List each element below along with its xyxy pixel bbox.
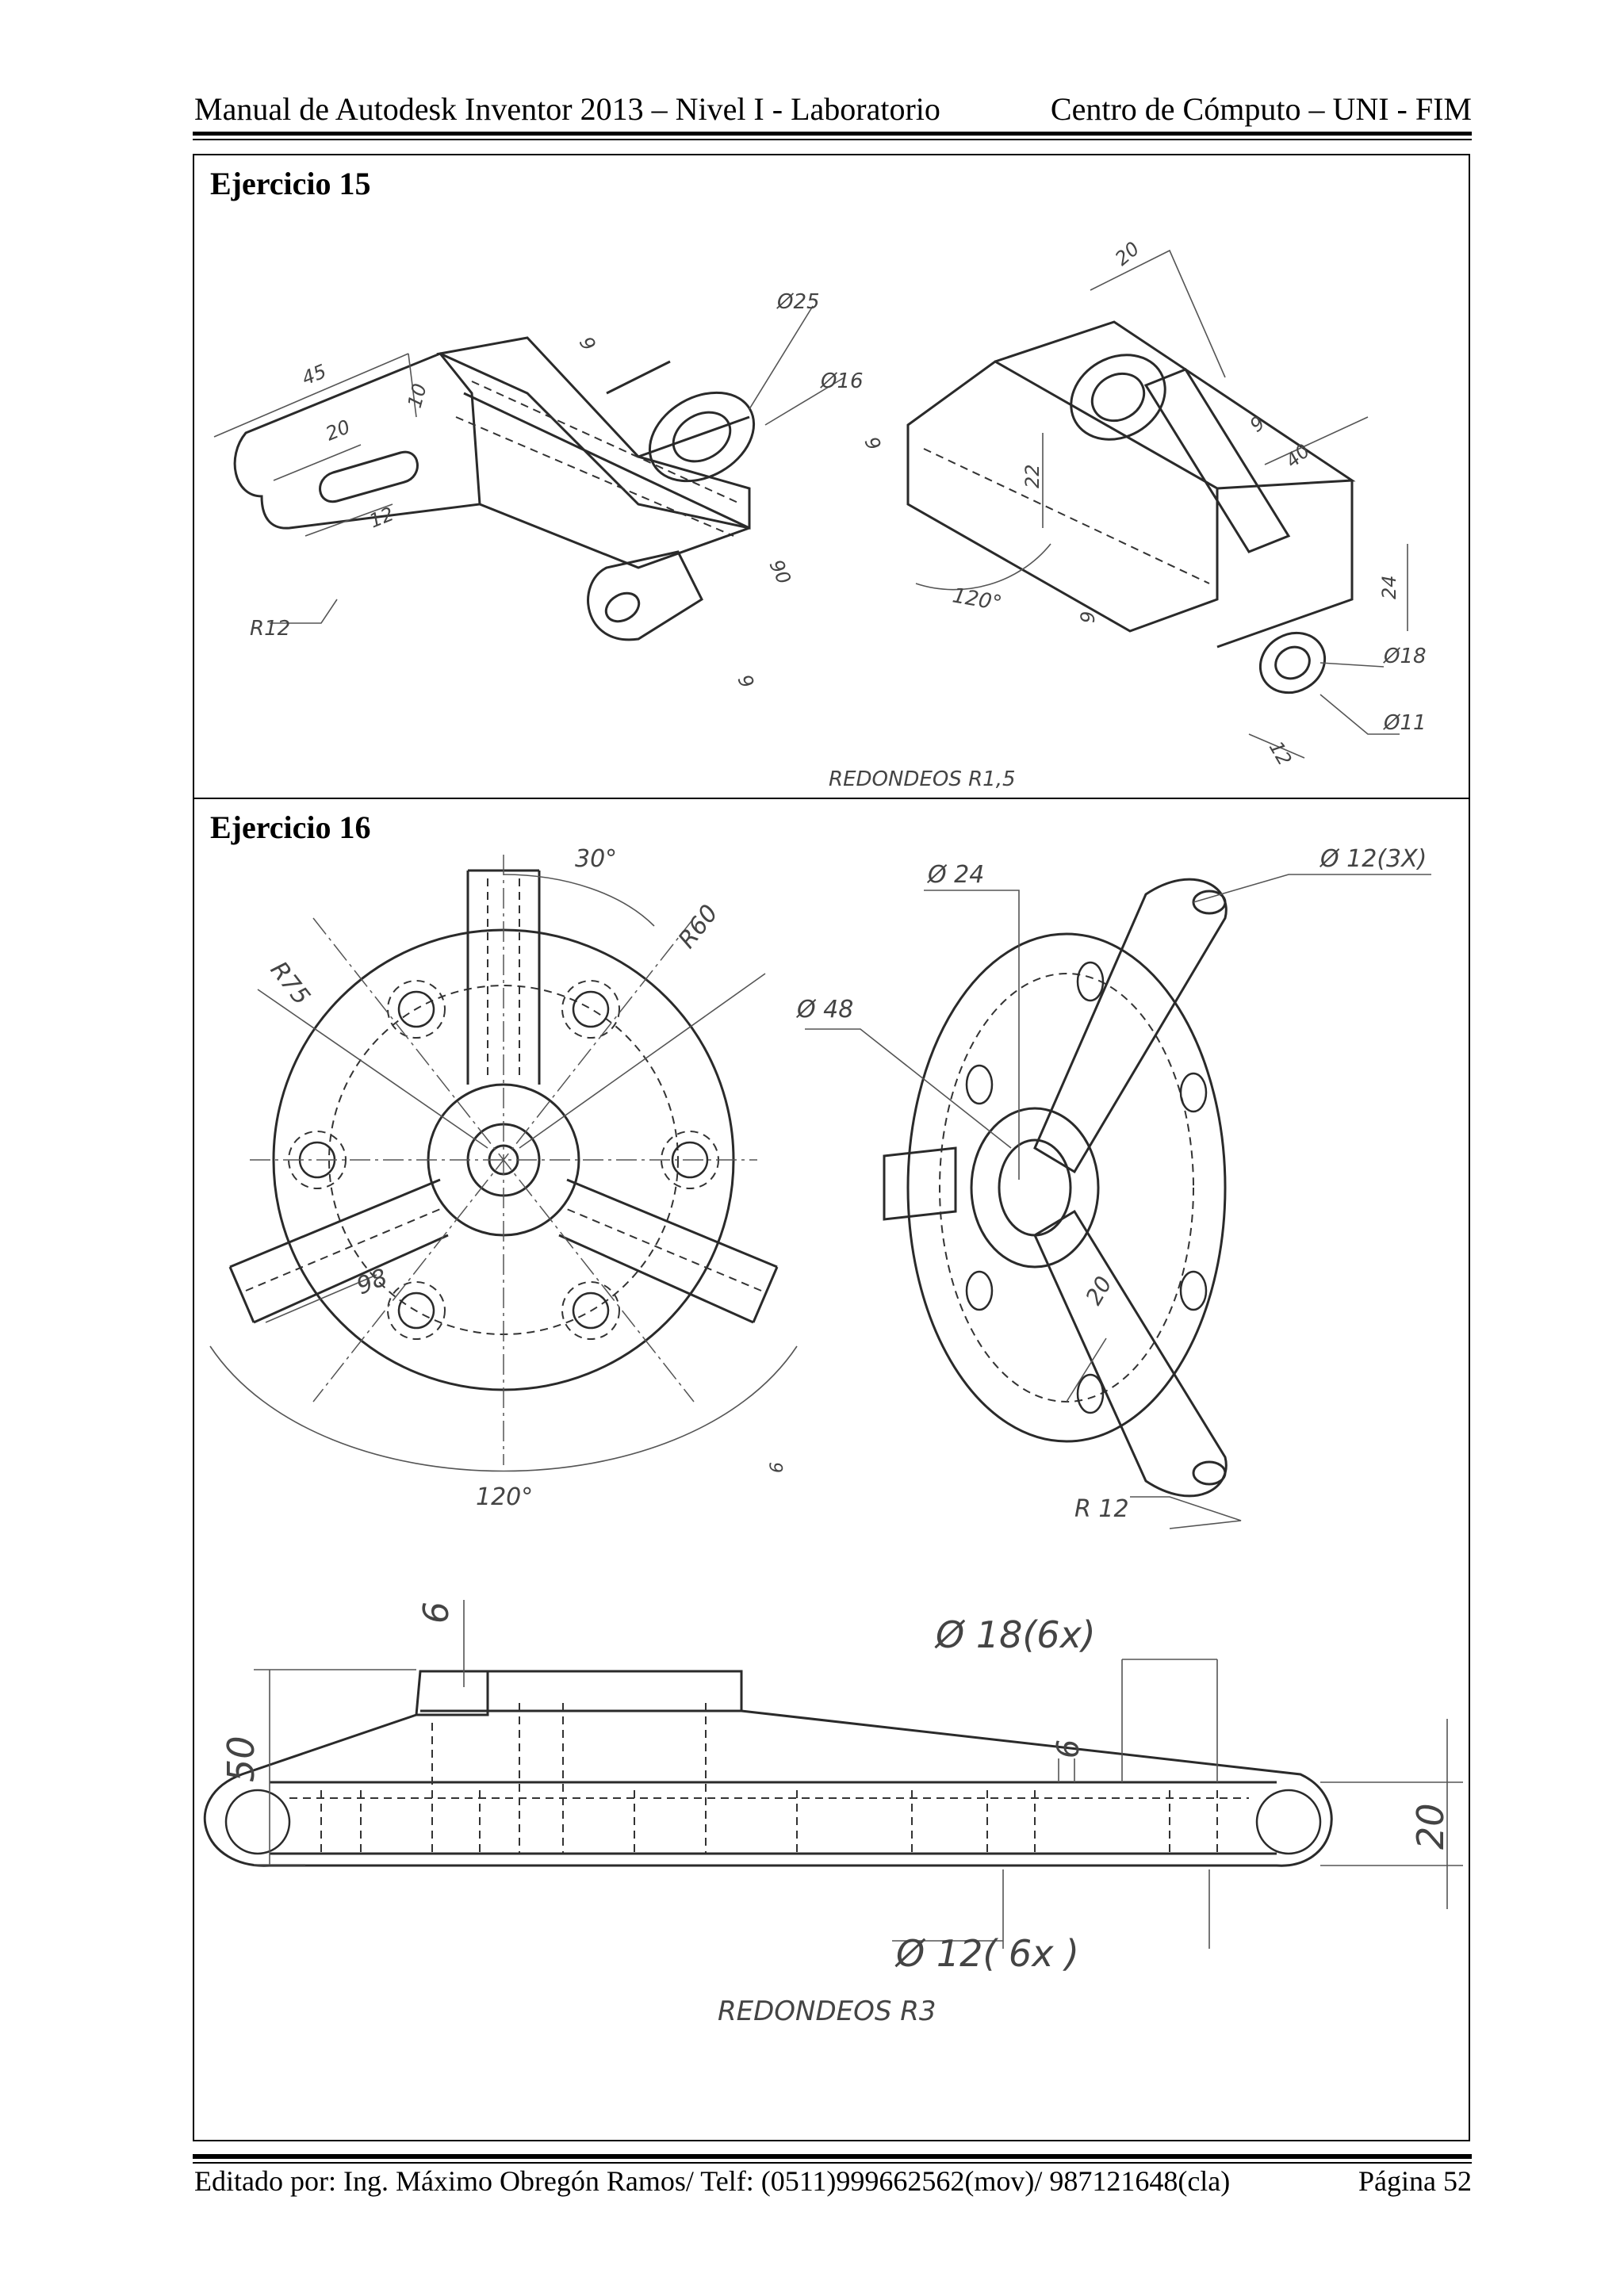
header-rule-thin: [193, 139, 1472, 140]
isometric-view: [768, 845, 1431, 1529]
dim-50: 50: [220, 1735, 262, 1782]
dim-6-side: 6: [768, 1462, 787, 1473]
dim-angle-30: 30°: [575, 845, 618, 873]
dim-9-low: 9: [733, 671, 759, 692]
dim-9-rib: 9: [1245, 411, 1270, 437]
dim-r60: R60: [672, 899, 724, 954]
header-rule-thick: [193, 132, 1472, 136]
dim-dia16: Ø16: [821, 369, 864, 393]
front-view: [210, 845, 797, 1511]
dim-dia18: Ø18: [1384, 645, 1427, 668]
exercise-15-note: REDONDEOS R1,5: [829, 767, 1016, 791]
dim-20: 20: [322, 415, 354, 446]
dim-24: 24: [1378, 575, 1400, 599]
dim-12: 12: [366, 503, 397, 533]
dim-dia24: Ø 24: [928, 861, 985, 889]
header-institution: Centro de Cómputo – UNI - FIM: [1050, 91, 1472, 127]
dim-dia18x6: Ø 18(6x): [936, 1613, 1096, 1656]
dim-6-top: 6: [416, 1601, 457, 1624]
dim-9-right: 9: [1077, 610, 1099, 623]
footer-author: Editado por: Ing. Máximo Obregón Ramos/ Telf: (0511)999662562(mov)/ 987121648(cla): [194, 2165, 1231, 2197]
dim-22: 22: [1021, 464, 1044, 488]
dim-98: 98: [352, 1263, 392, 1301]
exercise-16-panel: [193, 798, 1470, 2141]
exercise-16-title: Ejercicio 16: [210, 809, 371, 845]
dim-9-mid: 9: [860, 433, 886, 454]
dim-12-cyl: 12: [1264, 737, 1297, 770]
exercise-15-panel: [193, 154, 1470, 799]
dim-dia12x6: Ø 12( 6x ): [896, 1932, 1079, 1975]
dim-angle-120: 120°: [476, 1483, 534, 1511]
dim-r12: R 12: [1074, 1495, 1129, 1523]
dim-20-boss: 20: [1110, 237, 1144, 270]
dim-dia12x3: Ø 12(3X): [1320, 845, 1427, 873]
dim-dia48: Ø 48: [797, 996, 854, 1024]
exercise-16-note: REDONDEOS R3: [718, 1996, 936, 2027]
side-view: [205, 1600, 1463, 2027]
dim-20-rib: 20: [1080, 1272, 1117, 1310]
dim-r75: R75: [264, 956, 316, 1011]
dim-9-top: 9: [574, 333, 600, 355]
dim-45: 45: [298, 360, 330, 390]
exercise-15-drawing: [194, 155, 1469, 798]
dim-dia11: Ø11: [1384, 711, 1427, 735]
footer-rule-thick: [193, 2154, 1472, 2159]
footer-page-number: Página 52: [1358, 2165, 1472, 2197]
dim-10: 10: [403, 381, 431, 411]
dim-40: 40: [1281, 439, 1315, 473]
dim-20-right: 20: [1409, 1803, 1452, 1850]
exercise-16-drawing: [194, 799, 1469, 2140]
dim-dia25: Ø25: [777, 290, 820, 314]
dim-90: 90: [764, 556, 795, 588]
exercise-15-title: Ejercicio 15: [210, 166, 371, 201]
header-title: Manual de Autodesk Inventor 2013 – Nivel I - Laboratorio: [194, 91, 940, 127]
dim-angle-120: 120°: [950, 584, 1004, 616]
dim-r12: R12: [250, 617, 291, 641]
dim-6-mid: 6: [1051, 1739, 1086, 1758]
footer-rule-thin: [193, 2162, 1472, 2164]
